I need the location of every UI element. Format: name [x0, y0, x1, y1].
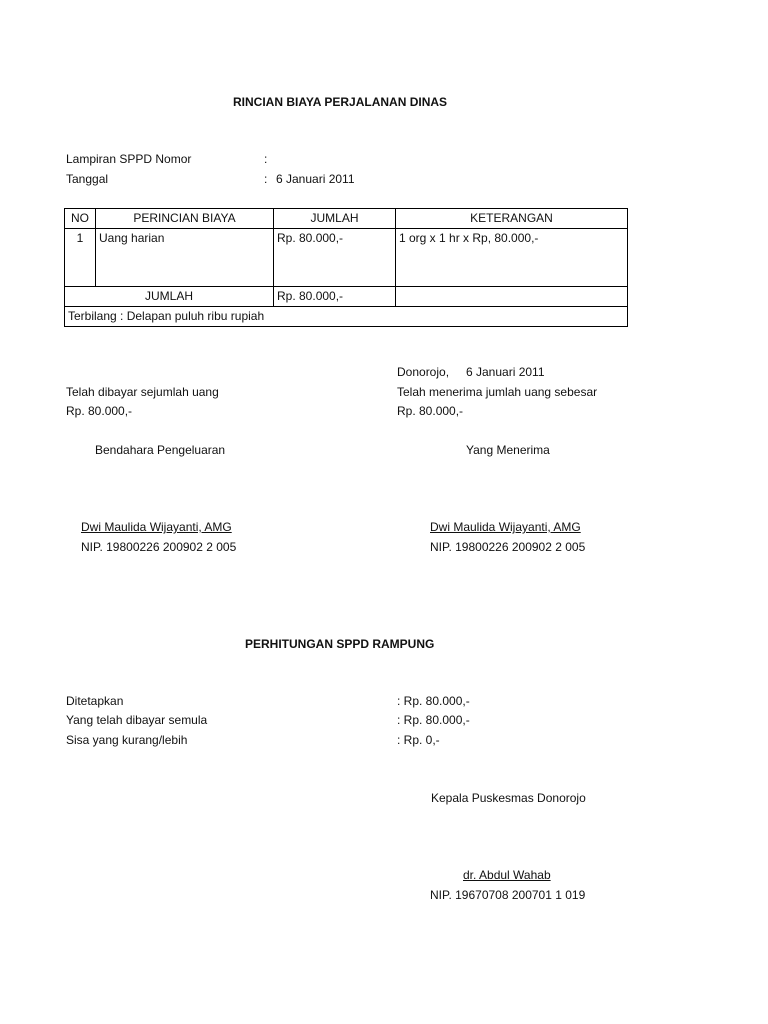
- treasurer-nip: NIP. 19800226 200902 2 005: [81, 540, 237, 554]
- receiver-name: Dwi Maulida Wijayanti, AMG: [430, 520, 581, 534]
- table-terbilang-row: [65, 307, 628, 327]
- row-jumlah: Rp. 80.000,-: [274, 229, 396, 287]
- paid-statement: Telah dibayar sejumlah uang: [66, 385, 219, 399]
- column-header-perincian: PERINCIAN BIAYA: [96, 209, 274, 229]
- treasurer-role: Bendahara Pengeluaran: [95, 443, 226, 457]
- head-nip: NIP. 19670708 200701 1 019: [430, 888, 586, 902]
- lampiran-colon: :: [264, 152, 268, 166]
- terbilang-text: Terbilang : Delapan puluh ribu rupiah: [65, 307, 628, 327]
- tanggal-label: Tanggal: [66, 172, 109, 186]
- row-no: 1: [65, 229, 96, 287]
- rampung-title: PERHITUNGAN SPPD RAMPUNG: [245, 637, 435, 651]
- rampung-value-dibayar: : Rp. 80.000,-: [397, 713, 470, 727]
- payment-date: 6 Januari 2011: [466, 365, 545, 379]
- column-header-jumlah: JUMLAH: [274, 209, 396, 229]
- column-header-no: NO: [65, 209, 96, 229]
- table-row: [65, 229, 628, 287]
- column-header-keterangan: KETERANGAN: [396, 209, 628, 229]
- table-total-row: [65, 287, 628, 307]
- rampung-label-dibayar: Yang telah dibayar semula: [66, 713, 208, 727]
- head-name: dr. Abdul Wahab: [463, 868, 551, 882]
- paid-amount: Rp. 80.000,-: [66, 404, 133, 418]
- cost-table: [64, 208, 628, 327]
- rampung-label-ditetapkan: Ditetapkan: [66, 694, 124, 708]
- receiver-nip: NIP. 19800226 200902 2 005: [430, 540, 586, 554]
- table-header-row: [65, 209, 628, 229]
- head-role: Kepala Puskesmas Donorojo: [431, 791, 586, 805]
- page-title: RINCIAN BIAYA PERJALANAN DINAS: [233, 95, 448, 109]
- rampung-value-sisa: : Rp. 0,-: [397, 733, 440, 747]
- row-perincian: Uang harian: [96, 229, 274, 287]
- total-label: JUMLAH: [65, 287, 274, 307]
- rampung-label-sisa: Sisa yang kurang/lebih: [66, 733, 188, 747]
- received-amount: Rp. 80.000,-: [397, 404, 464, 418]
- row-keterangan: 1 org x 1 hr x Rp, 80.000,-: [396, 229, 628, 287]
- treasurer-name: Dwi Maulida Wijayanti, AMG: [81, 520, 232, 534]
- receiver-role: Yang Menerima: [466, 443, 550, 457]
- received-statement: Telah menerima jumlah uang sebesar: [397, 385, 598, 399]
- payment-place: Donorojo,: [397, 365, 450, 379]
- tanggal-value: 6 Januari 2011: [276, 172, 355, 186]
- rampung-value-ditetapkan: : Rp. 80.000,-: [397, 694, 470, 708]
- lampiran-label: Lampiran SPPD Nomor: [66, 152, 192, 166]
- total-keterangan-empty: [396, 287, 628, 307]
- tanggal-colon: :: [264, 172, 268, 186]
- total-value: Rp. 80.000,-: [274, 287, 396, 307]
